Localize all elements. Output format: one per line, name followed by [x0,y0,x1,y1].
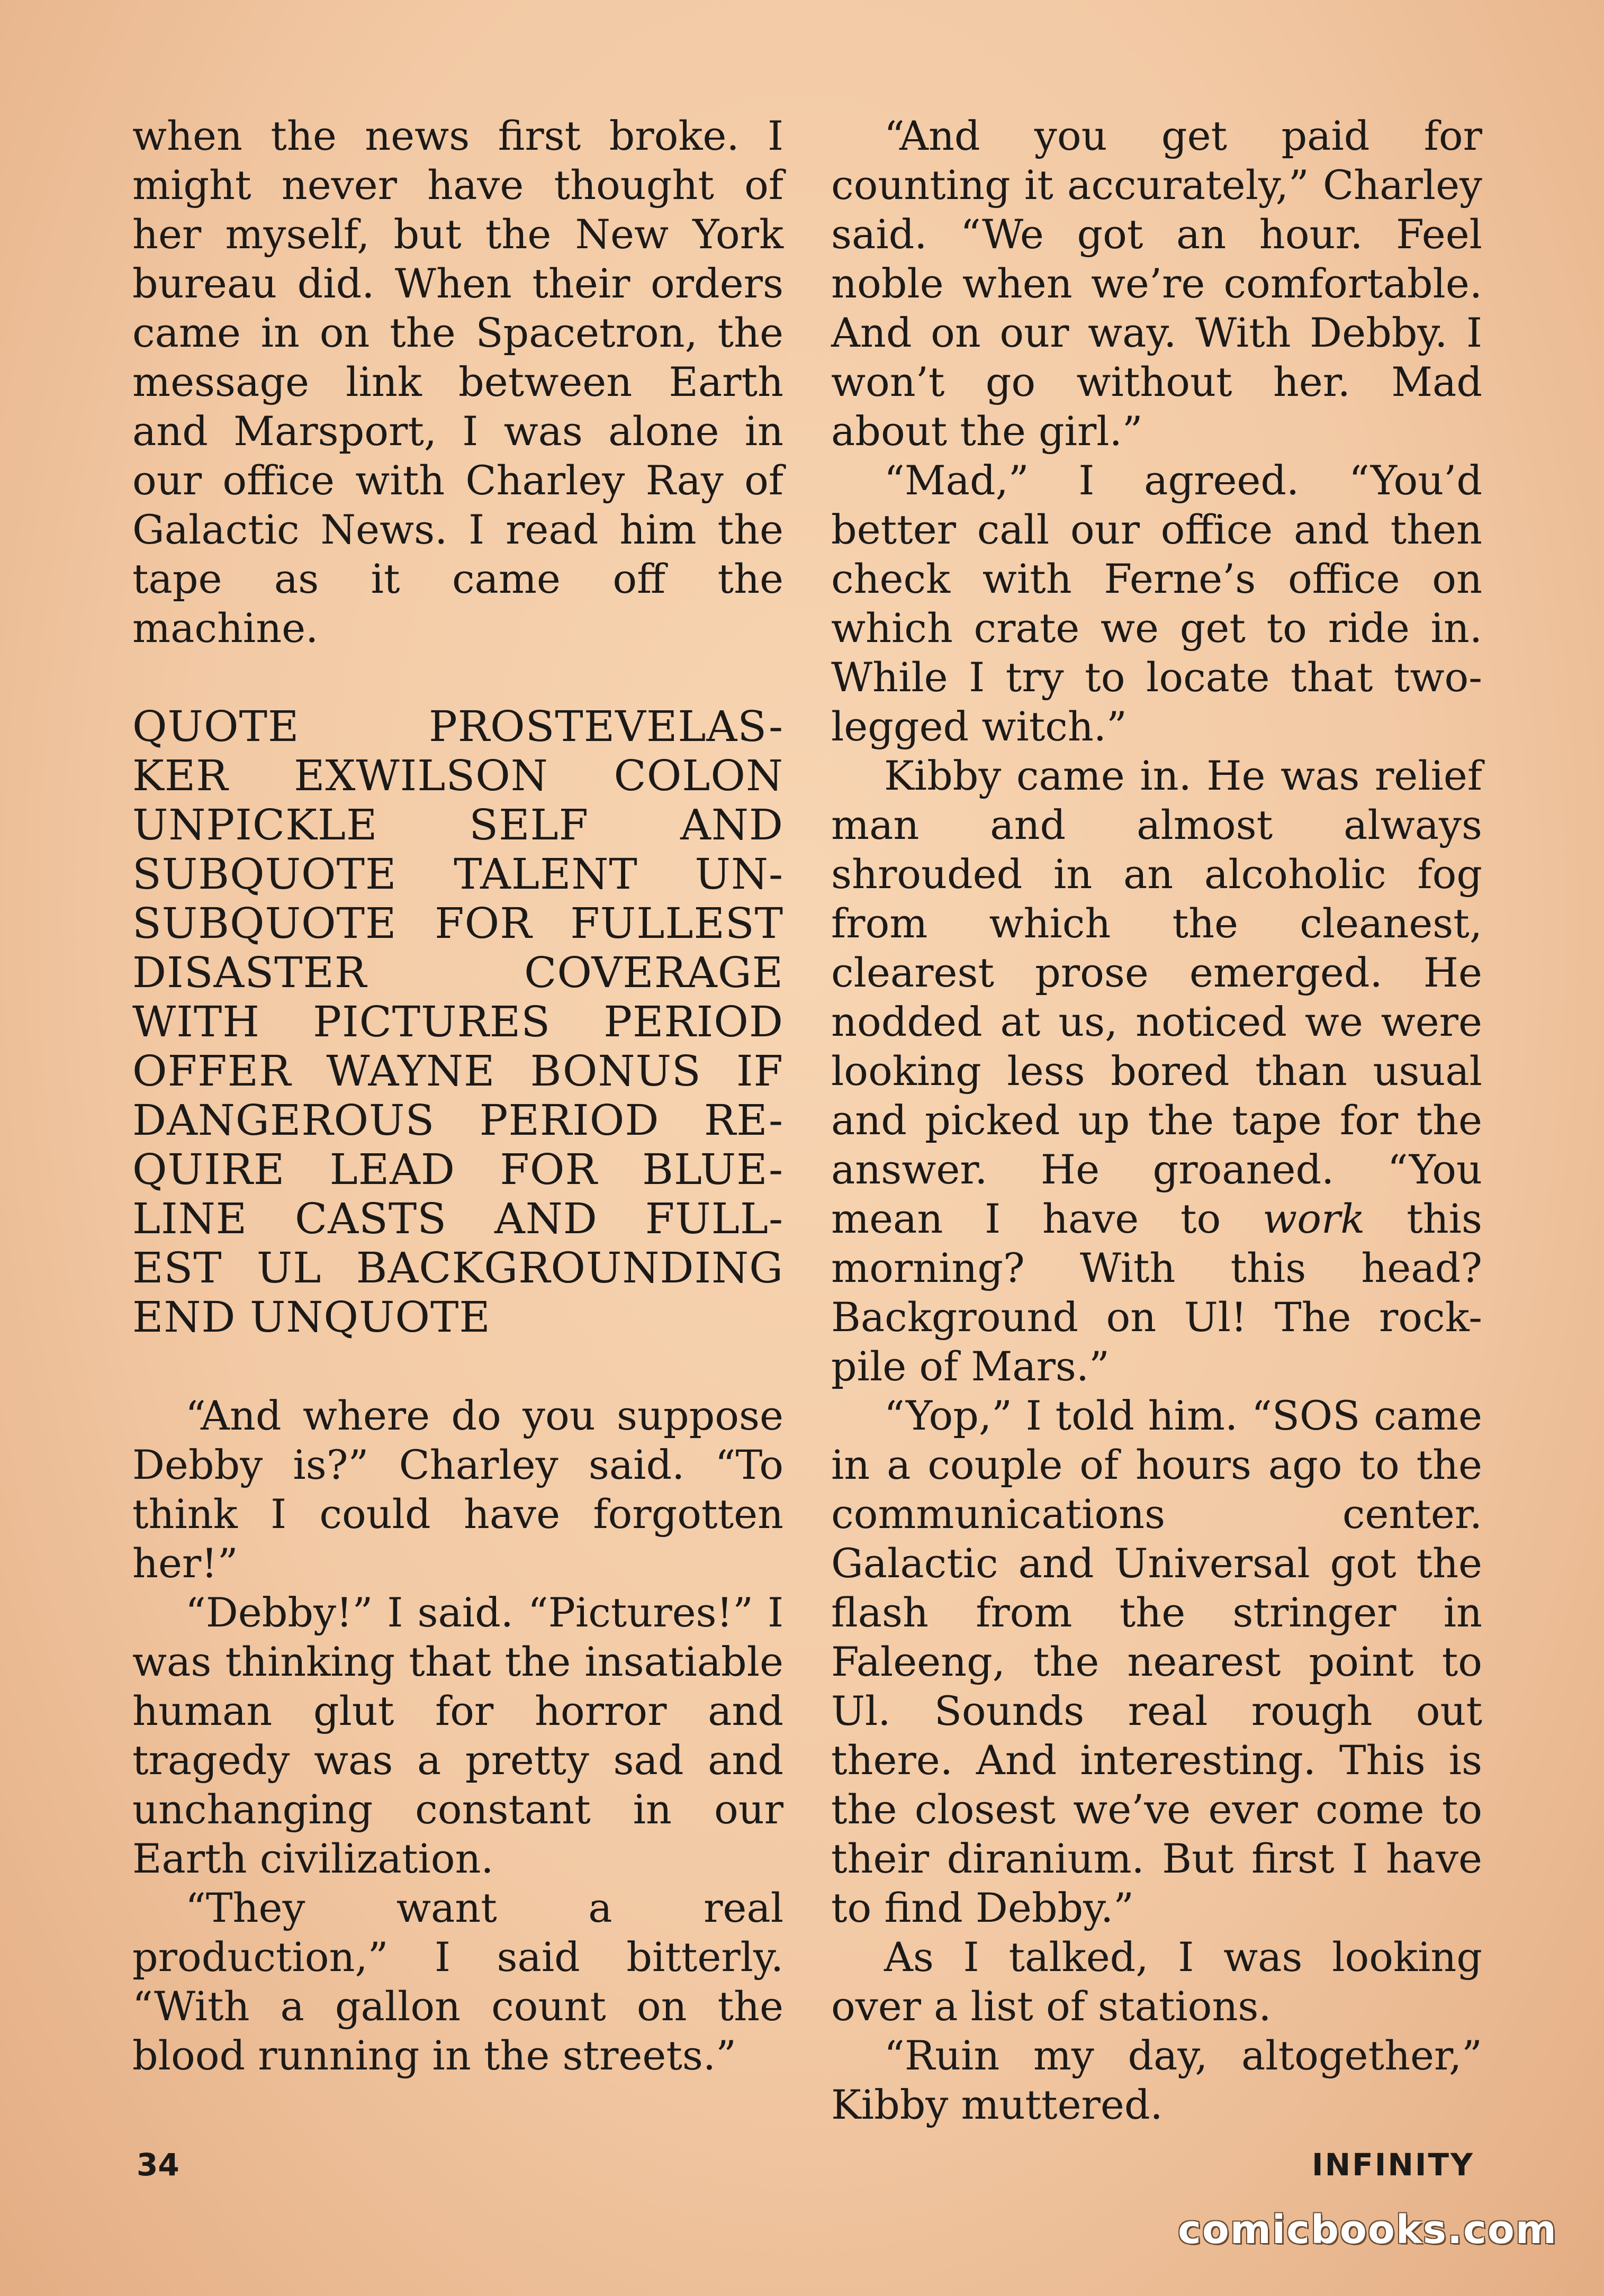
right-column [831,111,1482,2129]
story-paragraph: As I talked, I was looking over a list of stations. [831,1933,1482,2030]
story-paragraph: when the news first broke. I might never have thought of her myself, but the New York bureau did. When their orders came in on the Spacetron, the message link between Earth and Marsport, I was alone in our office with Charley Ray of Galactic News. I read him the tape as it came off the machine. [132,112,783,652]
telegram-line: SUBQUOTE TALENT UN- [132,849,783,899]
story-paragraph: “And you get paid for counting it accurately,” Charley said. “We got an hour. Feel noble when we’re comfortable. And on our way. With Debby. I won’t go without her. Mad about the girl.” [831,112,1482,455]
telegram-line: SUBQUOTE FOR FULLEST [132,899,783,948]
telegram-message [132,702,783,1342]
watermark: comicbooks.com [1178,2207,1557,2253]
story-text: this morning? With this head? Background on Ul! The rock-pile of Mars.” [831,1195,1482,1390]
telegram-line: DISASTER COVERAGE [132,948,783,997]
emphasized-word: work [1263,1195,1365,1242]
story-paragraph: “Mad,” I agreed. “You’d better call our office and then check with Ferne’s office on which crate we get to ride in. While I try to locate that two-legged witch.” [831,457,1482,750]
story-paragraph: “Debby!” I said. “Pictures!” I was thinking that the insatiable human glut for horror and tragedy was a pretty sad and unchanging constant in our Earth civilization. [132,1589,783,1882]
telegram-line: END UNQUOTE [132,1292,491,1342]
story-text: Kibby came in. He was relief man and almost always shrouded in an alcoholic fog from which the cleanest, clearest prose emerged. He nodded at us, noticed we were looking less bored than usual and picked up the tape for the answer. He groaned. “You mean I have to [831,752,1482,1242]
telegram-line: EST UL BACKGROUNDING [132,1243,783,1292]
telegram-line: QUIRE LEAD FOR BLUE- [132,1145,783,1194]
page-number: 34 [137,2147,179,2183]
telegram-line: LINE CASTS AND FULL- [132,1194,783,1243]
magazine-title: INFINITY [1312,2147,1475,2183]
story-paragraph [831,751,1482,1391]
telegram-line: KER EXWILSON COLON [132,751,783,800]
telegram-line: OFFER WAYNE BONUS IF [132,1046,783,1096]
story-paragraph: “Yop,” I told him. “SOS came in a couple of hours ago to the communications center. Galactic and Universal got the flash from the stringer in Faleeng, the nearest point to Ul. Sounds real rough out there. And interesting. This is the closest we’ve ever come to their diranium. But first I have to find Debby.” [831,1392,1482,1931]
telegram-line: UNPICKLE SELF AND [132,800,783,849]
story-paragraph: “And where do you suppose Debby is?” Charley said. “To think I could have forgotten her!” [132,1392,783,1587]
story-paragraph: “They want a real production,” I said bitterly. “With a gallon count on the blood running in the streets.” [132,1884,783,2079]
telegram-line: QUOTE PROSTEVELAS- [132,702,783,751]
story-paragraph: “Ruin my day, altogether,” Kibby muttered. [831,2032,1482,2128]
telegram-line: DANGEROUS PERIOD RE- [132,1096,783,1145]
left-column [132,111,783,2080]
telegram-line: WITH PICTURES PERIOD [132,997,783,1046]
